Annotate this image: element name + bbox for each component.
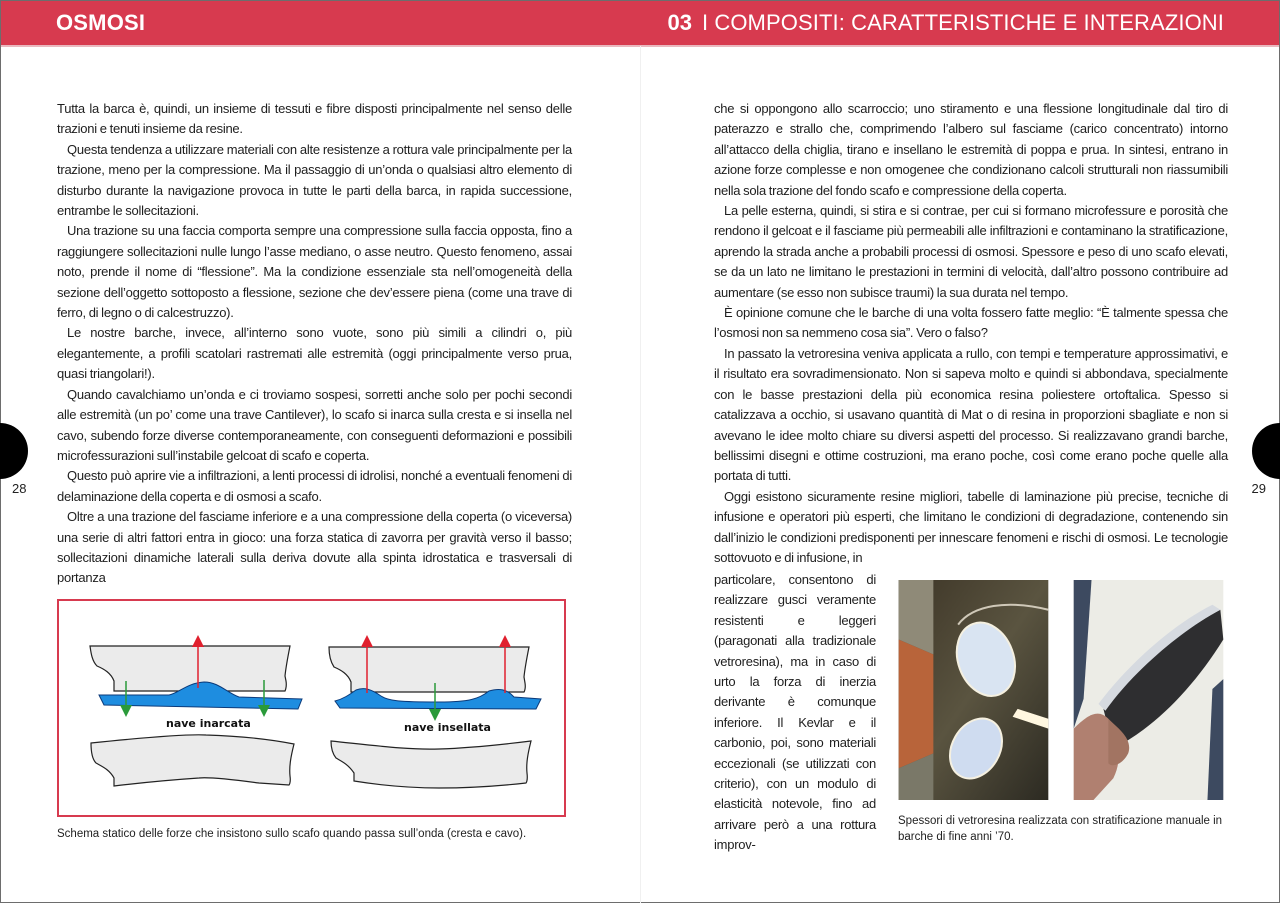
page-number-left: 28 [12,481,27,496]
page-number-right: 29 [1251,481,1266,496]
gutter [640,46,641,903]
photo-fiberglass-sample [1073,580,1224,800]
paragraph: Tutta la barca è, quindi, un insieme di tessuti e fibre disposti principalmente nel senso delle trazioni e tenuti insieme da resine. [57,101,572,137]
left-body-text [57,99,572,589]
paragraph: Quando cavalchiamo un’onda e ci troviamo sospesi, sorretti anche solo per pochi secondi alle estremità (un po’ come una trave Cantilever), lo scafo si inarca sulla cresta e si insella nel cavo, subendo forze diverse contemporaneamente, con conseguenti deformazioni e possibili microfessurazioni sull’instabile gelcoat di scafo e coperta. [57,386,572,463]
header-bar [1,1,1279,47]
thumb-tab-left [0,423,28,479]
paragraph: Oltre a una trazione del fasciame inferiore e a una compressione della coperta (o viceversa) una serie di altri fattori entra in gioco: una forza statica di zavorra per gravità verso il basso; sollecitazioni dinamiche laterali sulla deriva dovute alla spinta idrostatica e trasversali di portanza [57,509,572,586]
sagging-hull-top [329,647,529,692]
right-narrow-text [714,570,876,856]
photo-hull-interior [898,580,1049,800]
sagging-hull-bent [331,741,531,788]
paragraph: Questa tendenza a utilizzare materiali con alte resistenze a rottura vale principalmente per la trazione, meno per la compressione. Ma il passaggio di un’onda o qualsiasi altro elemento di disturbo durante la navigazione provoca in tutte le parti della barca, in rapida successione, entrambe le sollecitazioni. [57,141,572,219]
label-sagging: nave insellata [404,721,491,734]
paragraph: particolare, consentono di realizzare gusci veramente resistenti e leggeri (paragonati alla tradizionale vetroresina), ma in caso di urto la forza di inerzia derivante è comunque inferiore. Il Kevlar e il carbonio, poi, sono materiali eccezionali (se utilizzati con criterio), con un modulo di elasticità notevole, fino ad arrivare però a una rottura improv- [714,572,876,853]
photo-hull-interior-image [898,580,1049,800]
hogging-hull-bent [91,735,294,786]
chapter-heading [667,10,1224,36]
running-title-left: OSMOSI [56,10,146,35]
paragraph: In passato la vetroresina veniva applicata a rullo, con tempi e temperature approssimativi, e il risultato era sovradimensionato. Non si sapeva molto e quindi si abbondava, specialmente con le basse prestazioni della più economica resina poliestere ortoftalica. Spesso si catalizzava a occhio, si usavano quantità di Mat o di resina in proporzioni sbagliate e non si avevano le idee molto chiare su diversi aspetti del processo. Si realizzavano grandi barche, bellissimi disegni e ottime costruzioni, ma erano poche, così come erano poche quelle alla portata di tutti. [714,345,1228,484]
hull-forces-diagram [57,599,566,817]
chapter-title: I COMPOSITI: CARATTERISTICHE E INTERAZIONI [701,10,1224,35]
paragraph: Questo può aprire vie a infiltrazioni, a lenti processi di idrolisi, nonché a eventuali fenomeni di delaminazione della coperta e di osmosi a scafo. [57,468,572,504]
paragraph: Una trazione su una faccia comporta sempre una compressione sulla faccia opposta, fino a raggiungere sollecitazioni nulle lungo l’asse mediano, o asse neutro. Questo fenomeno, assai noto, prende il nome di “flessione”. Ma la condizione essenziale sta nell’omogeneità della sezione dell’oggetto sottoposto a flessione, sezione che dev’essere piena (come una trave di ferro, di legno o di calcestruzzo). [57,223,572,321]
figure-caption: Schema statico delle forze che insistono sullo scafo quando passa sull’onda (cresta e cavo). [57,828,527,840]
paragraph: Oggi esistono sicuramente resine migliori, tabelle di laminazione più precise, tecniche di infusione e operatori più esperti, che limitano le condizioni di degradazione, contenendo sin dall’inizio le condizioni predisponenti per innescare fenomeni e rischi di osmosi. Le tecnologie sottovuoto e di infusione, in [714,488,1228,565]
paragraph: Le nostre barche, invece, all’interno sono vuote, sono più simili a cilindri o, più elegantemente, a profili scatolari rastremati alle estremità (oggi principalmente verso prua, quasi triangolari!). [57,325,572,382]
photo-fiberglass-sample-image [1073,580,1224,800]
paragraph: È opinione comune che le barche di una volta fossero fatte meglio: “È talmente spessa che l’osmosi non sa nemmeno cosa sia”. Vero o falso? [714,305,1228,341]
paragraph: La pelle esterna, quindi, si stira e si contrae, per cui si formano microfessure e porosità che rendono il gelcoat e il fasciame più permeabili alle infiltrazioni e contaminano la stratificazione, aprendo la strada anche a probabili processi di osmosi. Spessore e peso di uno scafo elevati, se da un lato ne limitano le prestazioni in termini di velocità, dall’altro possono contribuire ad aumentare (se esso non subisce traumi) la sua durata nel tempo. [714,203,1228,300]
paragraph: che si oppongono allo scarroccio; uno stiramento e una flessione longitudinale dal tiro di paterazzo e strallo che, comprimendo l’albero sul fasciame (carico concentrato) intorno all’attacco della chiglia, tirano e insellano le estremità di poppa e prua. In sintesi, entrano in azione forze complesse e non omogenee che condizionano calcoli strutturali non riassumibili nella sola trazione del fondo scafo e compressione della coperta. [714,101,1228,198]
right-body-text [714,99,1228,568]
thumb-tab-right [1252,423,1280,479]
diagram-svg [59,601,564,815]
hogging-hull-top [90,646,290,691]
label-hogging: nave inarcata [166,717,251,730]
chapter-number: 03 [667,10,692,35]
photo-caption: Spessori di vetroresina realizzata con stratificazione manuale in barche di fine anni ’70. [898,815,1223,843]
